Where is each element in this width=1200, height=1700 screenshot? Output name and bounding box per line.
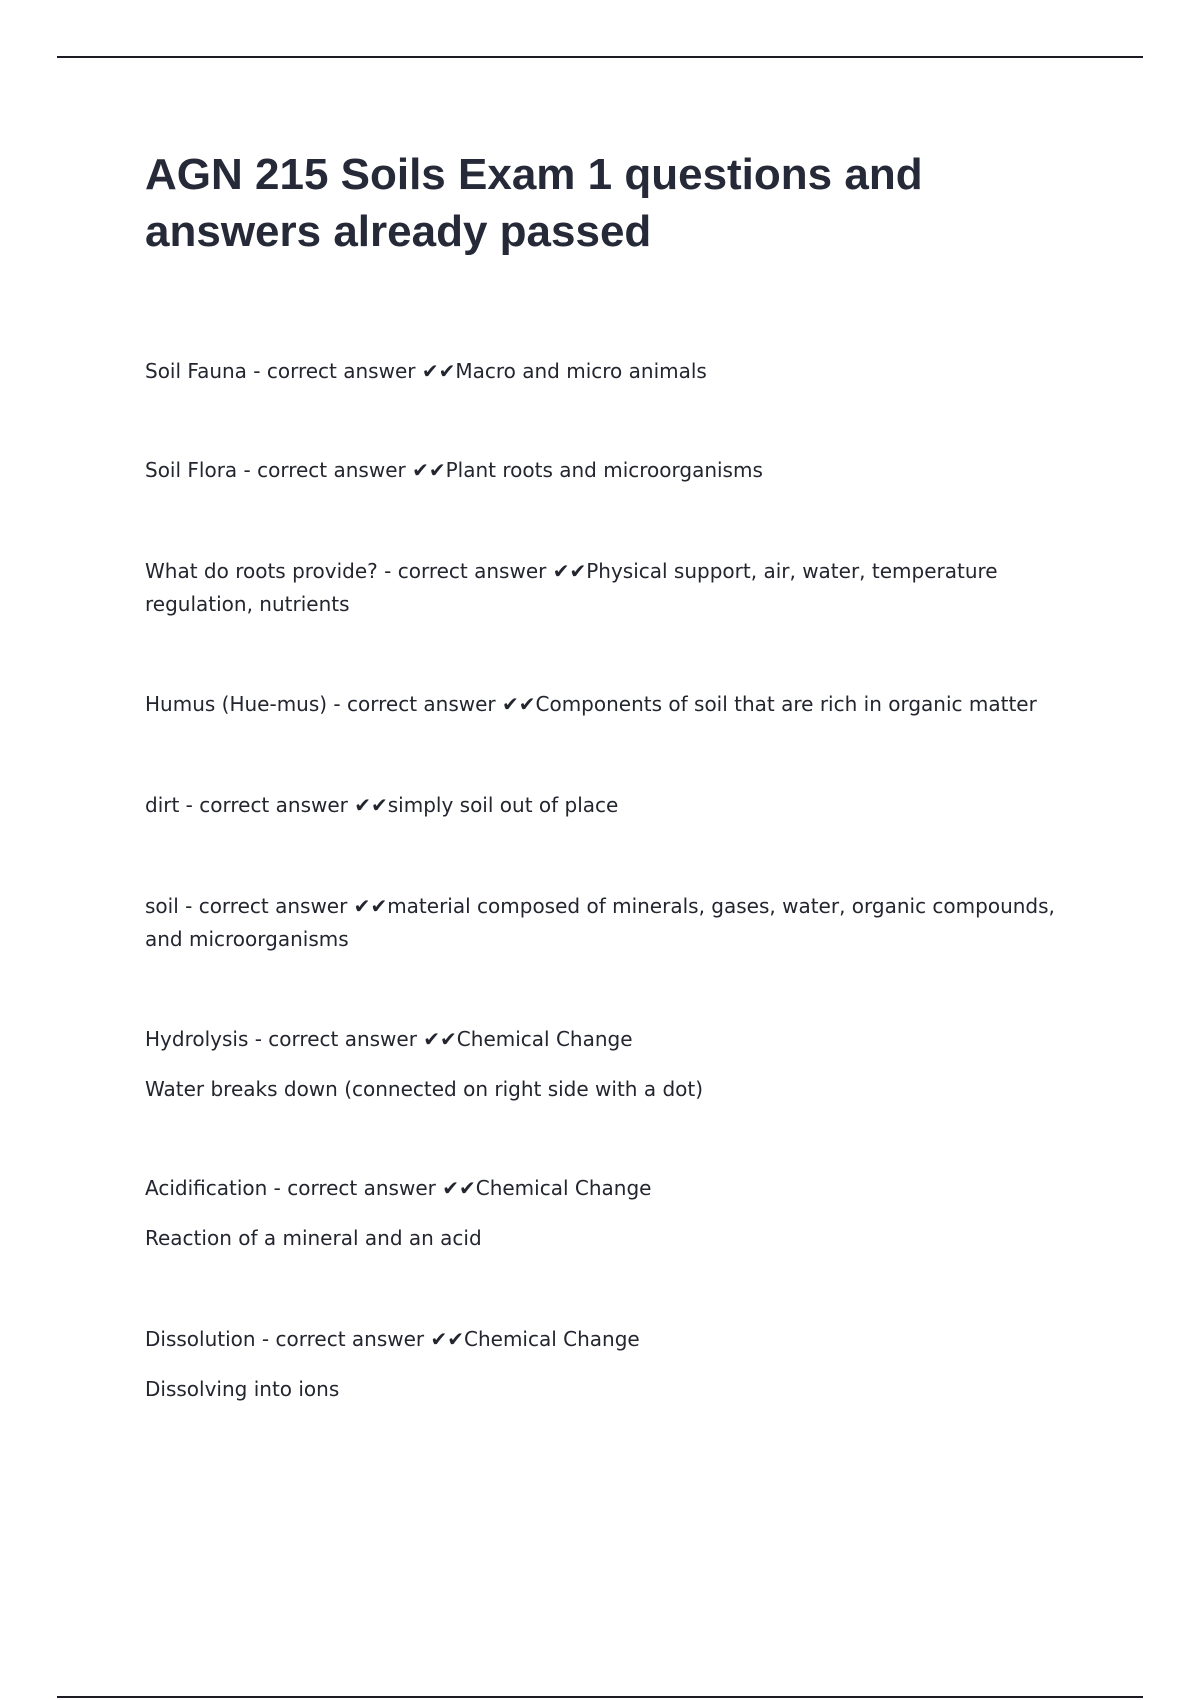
- qa-entry-soil-flora: [145, 454, 1105, 487]
- qa-entry-dirt: [145, 789, 1105, 822]
- qa-entry-roots: [145, 555, 1025, 621]
- qa-text: Hydrolysis - correct answer ✔✔Chemical Change: [145, 1027, 633, 1051]
- qa-text: Acidification - correct answer ✔✔Chemical Change: [145, 1176, 652, 1200]
- top-rule: [57, 56, 1143, 58]
- qa-text: soil - correct answer ✔✔material composed of minerals, gases, water, organic compounds, and microorganisms: [145, 894, 1055, 951]
- qa-entry-soil: [145, 890, 1090, 956]
- qa-entry-dissolution: [145, 1323, 1105, 1406]
- qa-text: dirt - correct answer ✔✔simply soil out of place: [145, 793, 619, 817]
- qa-text: Soil Flora - correct answer ✔✔Plant roots and microorganisms: [145, 458, 763, 482]
- qa-entry-humus: [145, 688, 1105, 721]
- qa-note: Dissolving into ions: [145, 1377, 340, 1401]
- qa-text: Humus (Hue-mus) - correct answer ✔✔Components of soil that are rich in organic matter: [145, 692, 1037, 716]
- qa-text: What do roots provide? - correct answer ✔✔Physical support, air, water, temperature regulation, nutrients: [145, 559, 998, 616]
- qa-text: Soil Fauna - correct answer ✔✔Macro and micro animals: [145, 359, 707, 383]
- document-title: AGN 215 Soils Exam 1 questions and answers already passed: [145, 150, 923, 256]
- qa-text: Dissolution - correct answer ✔✔Chemical Change: [145, 1327, 640, 1351]
- qa-entry-hydrolysis: [145, 1023, 1105, 1106]
- qa-entry-soil-fauna: [145, 355, 1105, 388]
- qa-entry-acidification: [145, 1172, 1105, 1255]
- bottom-rule: [57, 1696, 1143, 1698]
- qa-note: Water breaks down (connected on right side with a dot): [145, 1077, 704, 1101]
- qa-note: Reaction of a mineral and an acid: [145, 1226, 482, 1250]
